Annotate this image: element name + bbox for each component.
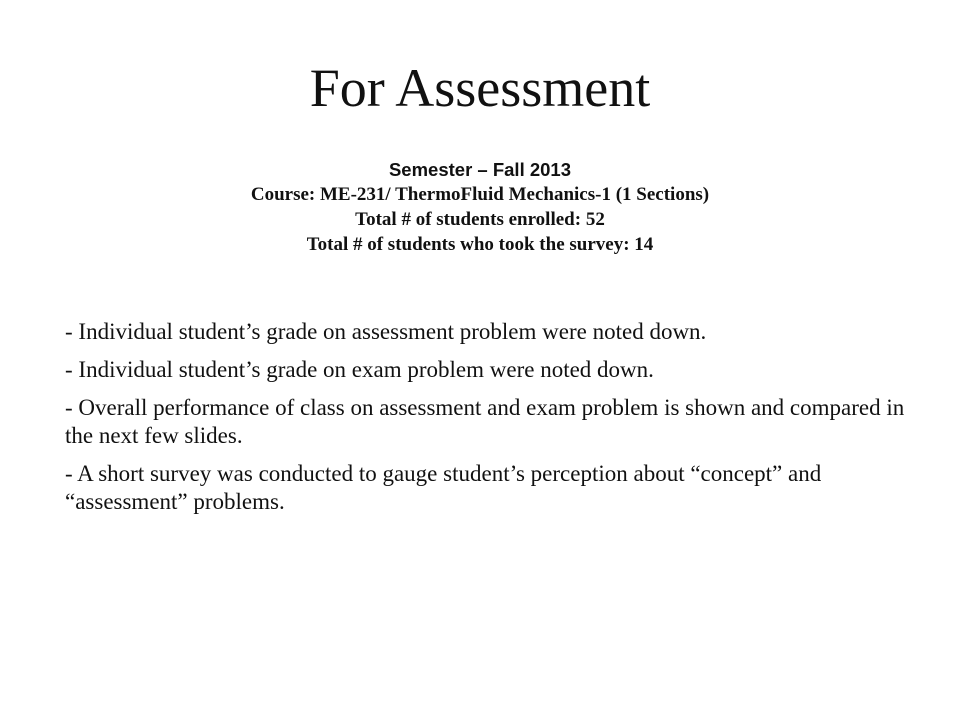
bullet-item: - A short survey was conducted to gauge student’s perception about “concept” and “assessment” problems. xyxy=(65,461,822,514)
bullet-item: - Individual student’s grade on assessment problem were noted down. xyxy=(65,319,707,344)
bullet-item: - Overall performance of class on assessment and exam problem is shown and compared in the next few slides. xyxy=(65,395,905,448)
enrolled-count-line: Total # of students enrolled: 52 xyxy=(355,209,605,230)
course-info xyxy=(0,157,960,257)
course-line: Course: ME-231/ ThermoFluid Mechanics-1 (1 Sections) xyxy=(250,184,710,205)
bullet-list xyxy=(65,318,915,526)
bullet-item: - Individual student’s grade on exam problem were noted down. xyxy=(65,357,654,382)
semester-line: Semester – Fall 2013 xyxy=(388,159,572,180)
slide-title: For Assessment xyxy=(309,58,651,118)
survey-count-line: Total # of students who took the survey: 14 xyxy=(306,234,654,255)
